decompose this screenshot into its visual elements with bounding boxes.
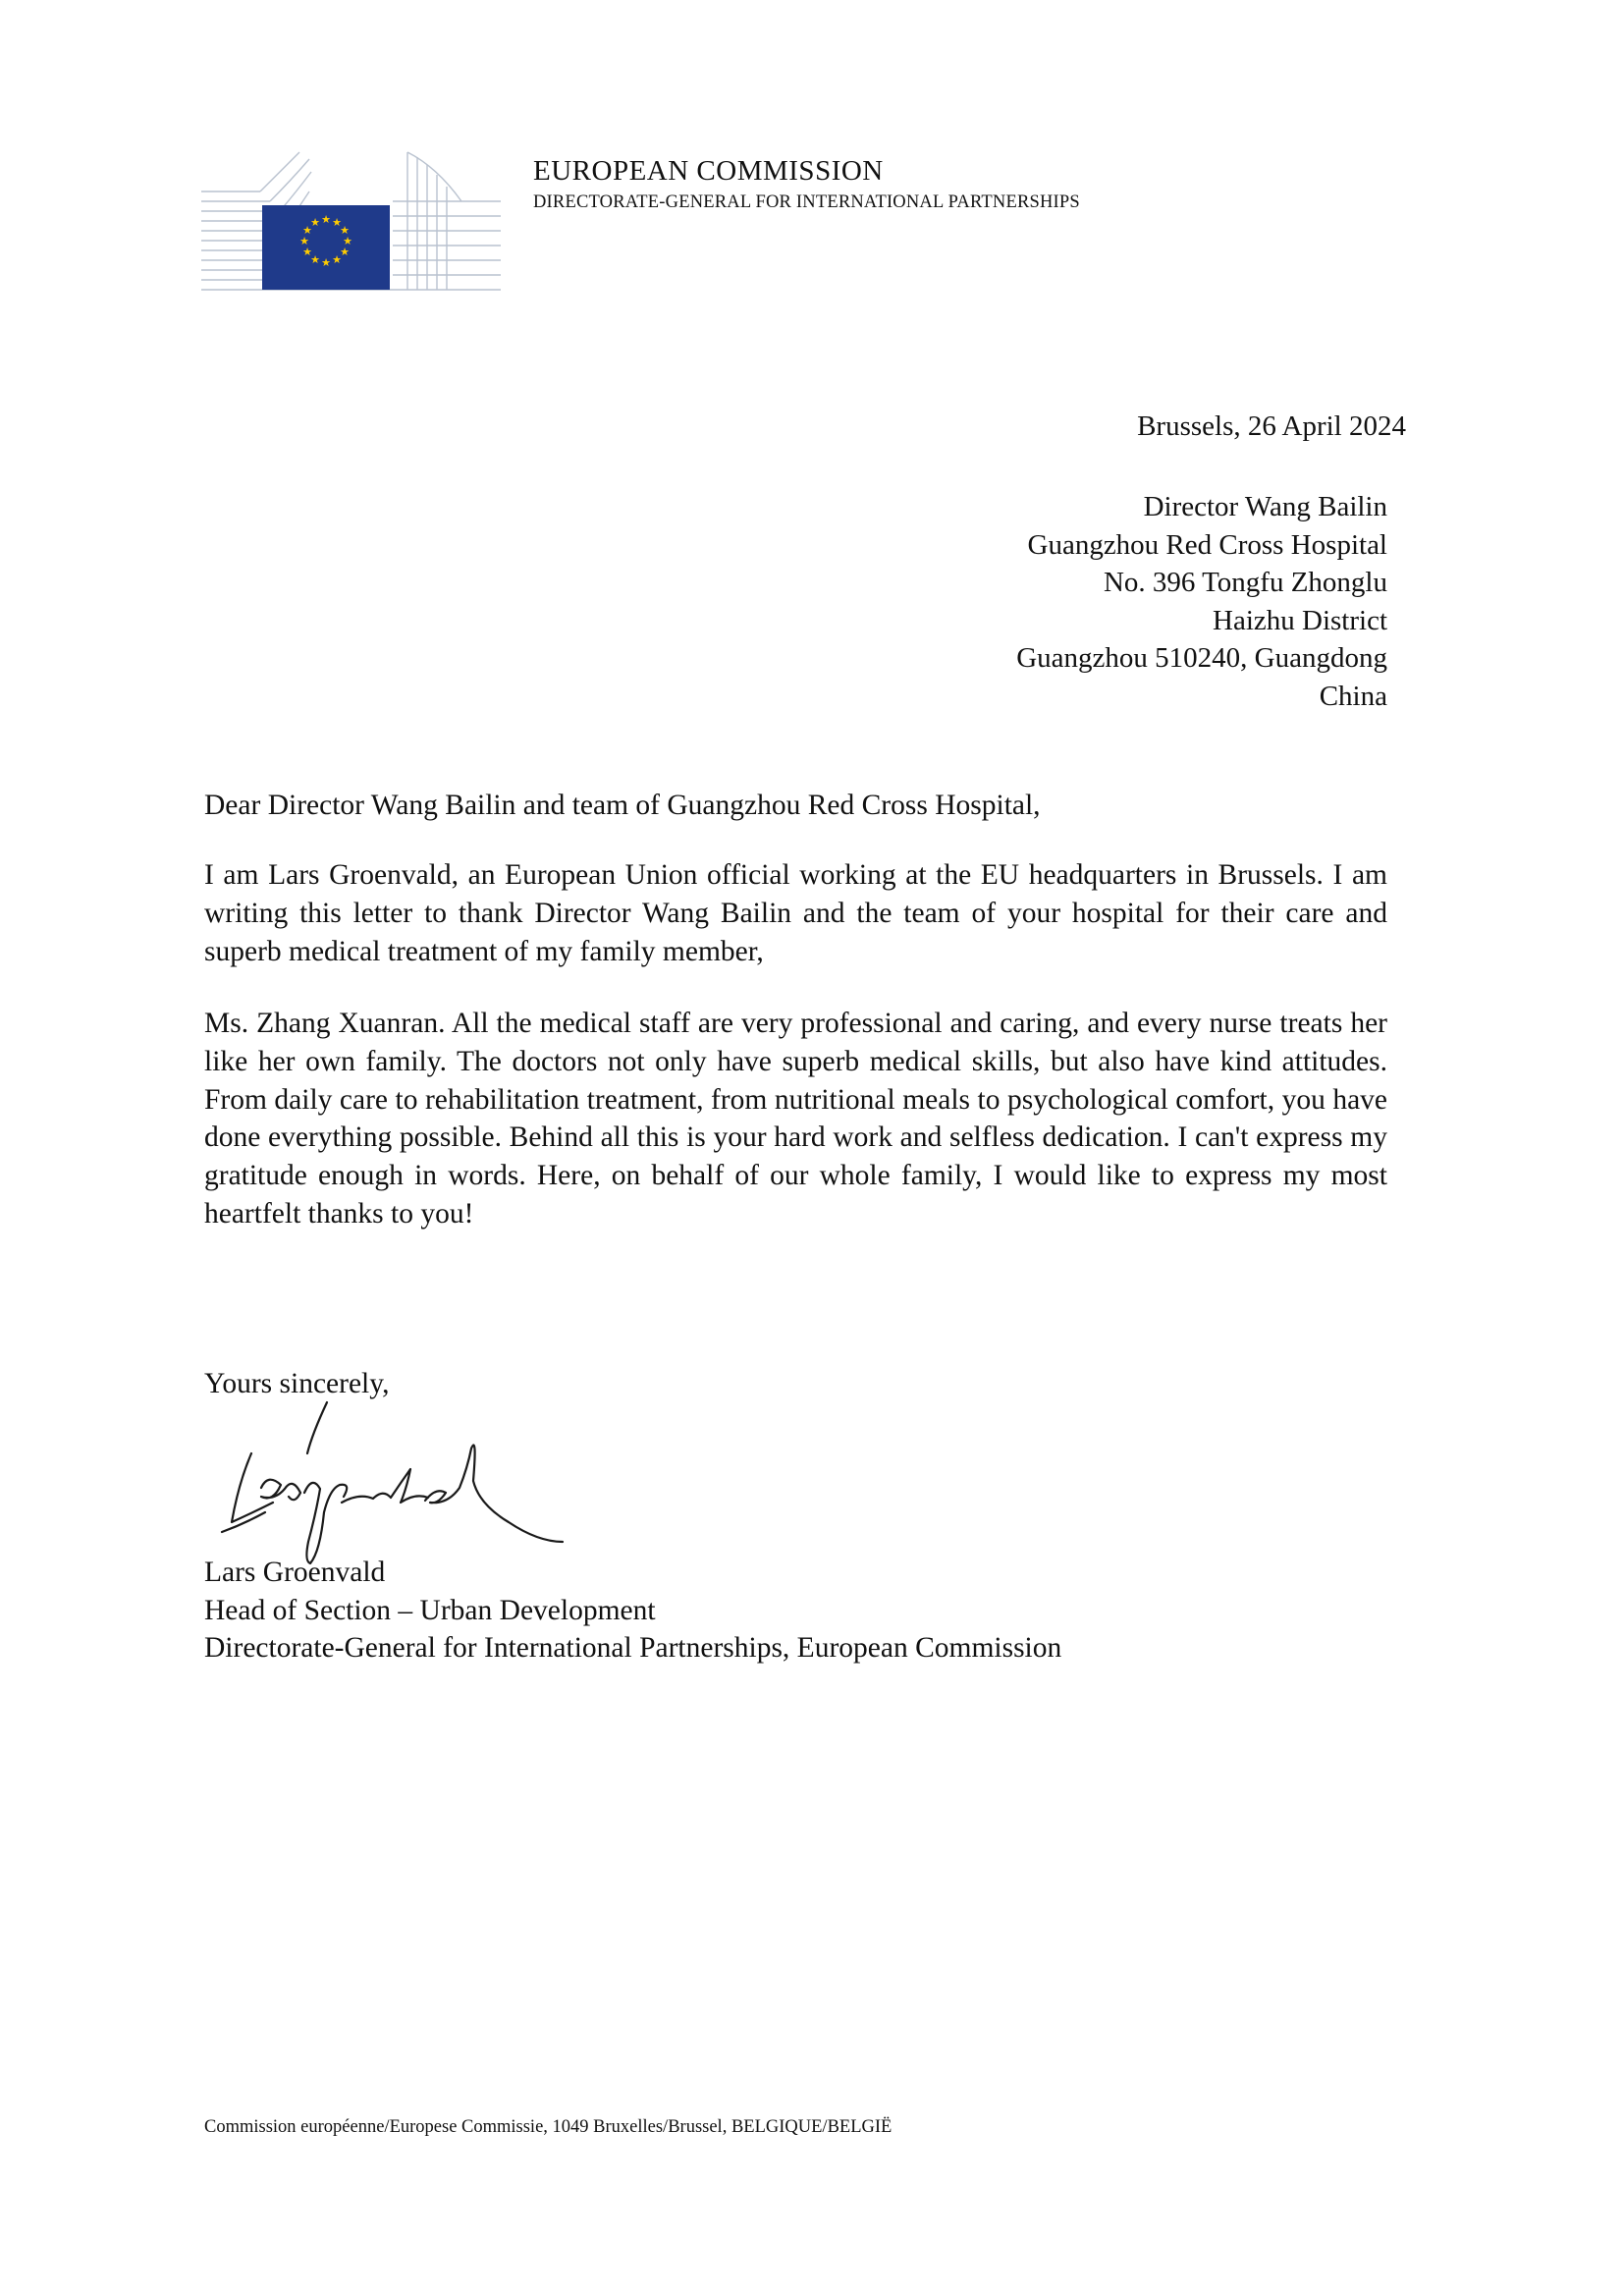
- svg-text:★: ★: [302, 246, 312, 258]
- paragraph-2: Ms. Zhang Xuanran. All the medical staff are very professional and caring, and every nurse treats her like her own family. The doctors not only have superb medical skills, but also have kind attitudes. From daily care to rehabilitation treatment, from nutritional meals to psychological comfort, you have done everything possible. Behind all this is your hard work and selfless dedication. I can't express my gratitude enough in words. Here, on behalf of our whole family, I would like to express my most heartfelt thanks to you!: [204, 1008, 1387, 1230]
- svg-text:★: ★: [343, 235, 352, 247]
- address-line: No. 396 Tongfu Zhonglu: [1103, 567, 1387, 598]
- svg-text:★: ★: [332, 253, 342, 266]
- handwritten-signature: [214, 1394, 587, 1571]
- address-line: Guangzhou Red Cross Hospital: [1027, 528, 1387, 561]
- closing: Yours sincerely,: [204, 1368, 390, 1399]
- address-line: Director Wang Bailin: [1143, 491, 1387, 522]
- svg-text:★: ★: [310, 253, 320, 266]
- address-line: China: [1319, 680, 1387, 712]
- svg-text:★: ★: [340, 246, 350, 258]
- svg-text:★: ★: [302, 224, 312, 237]
- directorate-name: DIRECTORATE-GENERAL FOR INTERNATIONAL PARTNERSHIPS: [533, 192, 1080, 212]
- address-line: Guangzhou 510240, Guangdong: [1016, 642, 1387, 674]
- signer-name: Lars Groenvald: [204, 1557, 386, 1588]
- paragraph-1: I am Lars Groenvald, an European Union official working at the EU headquarters in Brussels. I am writing this letter to thank Director Wang Bailin and the team of your hospital for their care and superb medical treatment of my family member,: [204, 859, 1387, 967]
- svg-text:★: ★: [299, 235, 309, 247]
- address-line: Haizhu District: [1213, 604, 1387, 636]
- signer-title: Head of Section – Urban Development: [204, 1594, 656, 1626]
- signer-organization: Directorate-General for International Partnerships, European Commission: [204, 1632, 1062, 1664]
- european-commission-logo: [201, 147, 501, 295]
- svg-text:★: ★: [310, 216, 320, 229]
- footer-address: Commission européenne/Europese Commissie, 1049 Bruxelles/Brussel, BELGIQUE/BELGIË: [204, 2117, 893, 2137]
- svg-text:★: ★: [340, 224, 350, 237]
- eu-flag-logo-icon: [201, 147, 501, 295]
- svg-text:★: ★: [321, 256, 331, 269]
- letterhead: [533, 157, 1080, 212]
- letter-date: Brussels, 26 April 2024: [1137, 410, 1406, 442]
- salutation: Dear Director Wang Bailin and team of Guangzhou Red Cross Hospital,: [204, 790, 1041, 821]
- svg-text:★: ★: [332, 216, 342, 229]
- recipient-address: [1016, 488, 1387, 715]
- organization-name: EUROPEAN COMMISSION: [533, 155, 884, 187]
- svg-text:★: ★: [321, 213, 331, 226]
- signature-block: [204, 1554, 1061, 1667]
